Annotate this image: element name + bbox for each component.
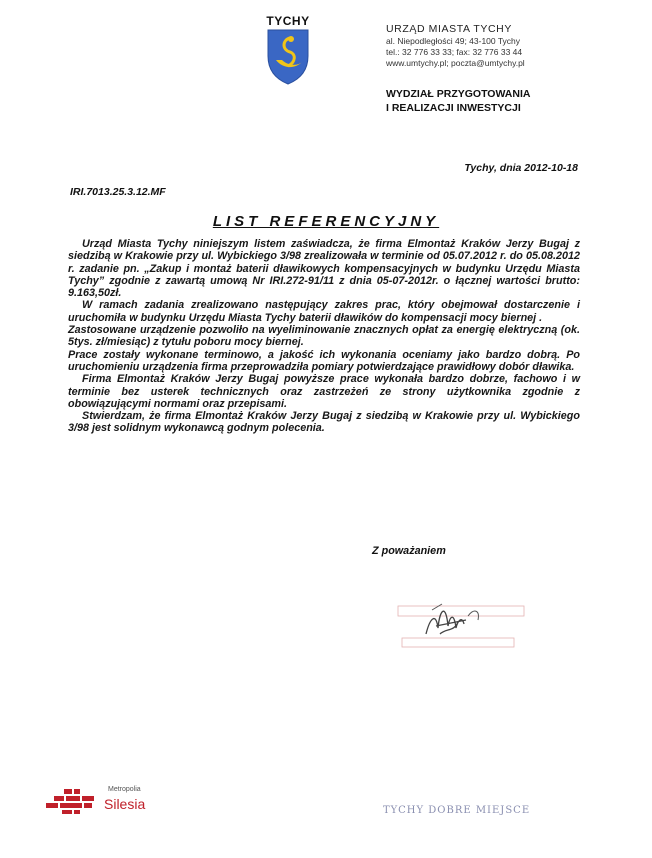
silesia-label: Silesia [104,796,146,812]
letter-body [68,238,580,435]
office-header [386,24,646,69]
department-line-1: WYDZIAŁ PRZYGOTOWANIA [386,88,531,100]
paragraph-3: Zastosowane urządzenie pozwoliło na wyeliminowanie znacznych opłat za energię elektryczną (ok. 5tys. zł/miesiąc) z tytułu poboru mocy biernej. [68,324,580,349]
paragraph-4: Prace zostały wykonane terminowo, a jakość ich wykonania oceniamy jako bardzo dobrą. Po uruchomieniu urządzenia firma przeprowadziła pomiary potwierdzające prawidłowy dobór dławika. [68,348,580,373]
reference-number: IRI.7013.25.3.12.MF [70,186,166,198]
office-web: www.umtychy.pl; poczta@umtychy.pl [386,58,525,68]
closing-phrase: Z poważaniem [372,545,446,557]
department [386,87,646,115]
city-slogan: TYCHY DOBRE MIEJSCE [383,805,531,816]
office-contact: tel.: 32 776 33 33; fax: 32 776 33 44 [386,47,523,57]
department-line-2: I REALIZACJI INWESTYCJI [386,102,521,114]
paragraph-1: Urząd Miasta Tychy niniejszym listem zaświadcza, że firma Elmontaż Kraków Jerzy Bugaj z siedzibą w Krakowie przy ul. Wybickiego 3/98 zrealizowała w terminie od 05.07.2012 r. do 05.08.2012 r. zadanie pn. „Zakup i montaż baterii dławikowych kompensacyjnych w budynku Urzędu Miasta Tychy” zgodnie z zawartą umową Nr IRI.272-91/11 z dnia 05-07-2012r. o łącznej wartości brutto: 9.163,50zł. [68,238,580,300]
letter-date: Tychy, dnia 2012-10-18 [464,162,578,174]
office-address: al. Niepodległości 49; 43-100 Tychy [386,36,521,46]
signature-stamp-icon [396,598,526,660]
tychy-crest-icon [260,26,316,86]
paragraph-5: Firma Elmontaż Kraków Jerzy Bugaj powyższe prace wykonała bardzo dobrze, fachowo i w terminie bez usterek technicznych oraz zastrzeżeń ze strony użytkownika zgodnie z obowiązującymi normami oraz przepisami. [68,373,580,410]
paragraph-6: Stwierdzam, że firma Elmontaż Kraków Jerzy Bugaj z siedzibą w Krakowie przy ul. Wybickiego 3/98 jest solidnym wykonawcą godnym polecenia. [68,410,580,435]
paragraph-2: W ramach zadania zrealizowano następujący zakres prac, który obejmował dostarczenie i uruchomiła w budynku Urzędu Miasta Tychy baterii dławików do kompensacji mocy biernej . [68,299,580,324]
crest-title: TYCHY [266,14,310,28]
letter-title: LIST REFERENCYJNY [212,213,440,230]
metropolia-silesia-logo-icon [44,787,104,815]
metropolia-label: Metropolia [108,786,141,793]
office-name: URZĄD MIASTA TYCHY [386,23,512,35]
